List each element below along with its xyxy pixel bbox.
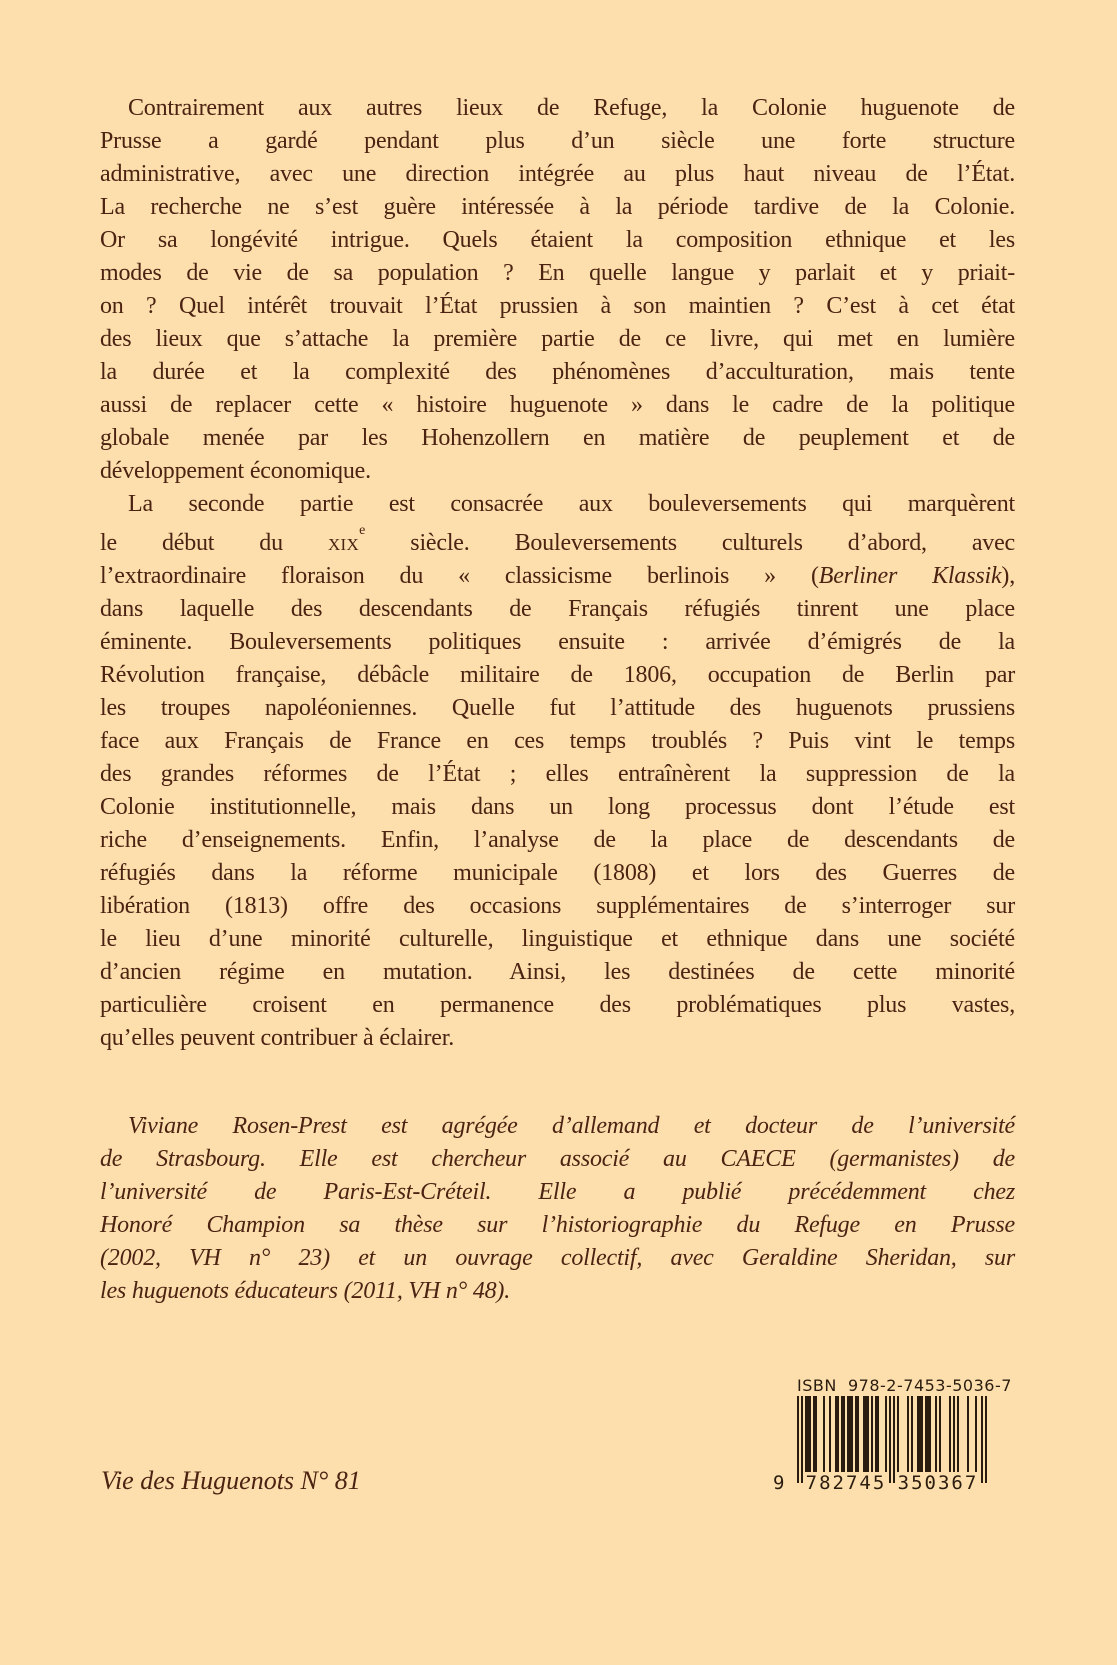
barcode-bar xyxy=(807,1396,809,1472)
isbn-block xyxy=(773,1376,1012,1496)
text-line: des lieux que s’attache la première partie de ce livre, qui met en lumière xyxy=(100,326,1015,352)
barcode-bar xyxy=(851,1396,853,1472)
text-line: le début du xix$^e$ siècle. Bouleversements culturels d’abord, avec xyxy=(100,523,1015,556)
barcode-bar xyxy=(815,1396,817,1472)
text-line: Colonie institutionnelle, mais dans un long processus dont l’étude est xyxy=(100,794,1015,820)
text-line: face aux Français de France en ces temps troublés ? Puis vint le temps xyxy=(100,728,1015,754)
text-line: aussi de replacer cette « histoire huguenote » dans le cadre de la politique xyxy=(100,392,1015,418)
text-line: Viviane Rosen-Prest est agrégée d’allemand et docteur de l’université xyxy=(128,1113,1015,1139)
barcode-bar xyxy=(847,1396,849,1472)
barcode-bar xyxy=(981,1396,983,1483)
text-line: le lieu d’une minorité culturelle, linguistique et ethnique dans une société xyxy=(100,926,1015,952)
text-line: des grandes réformes de l’État ; elles entraînèrent la suppression de la xyxy=(100,761,1015,787)
barcode-bar xyxy=(837,1396,839,1472)
synopsis-text xyxy=(100,92,1015,1055)
barcode-bar xyxy=(921,1396,923,1472)
barcode-digits xyxy=(773,1472,989,1496)
barcode-digits-right: 350367 xyxy=(897,1472,979,1494)
barcode-bar xyxy=(907,1396,909,1472)
barcode-bar xyxy=(939,1396,941,1472)
barcode-bar xyxy=(823,1396,825,1472)
barcode-bar xyxy=(835,1396,837,1472)
barcode-bar xyxy=(889,1396,891,1483)
barcode-bar xyxy=(925,1396,927,1472)
barcode-bar xyxy=(975,1396,977,1472)
barcode-bar xyxy=(927,1396,929,1472)
text-line: développement économique. xyxy=(100,458,371,484)
text-line: La recherche ne s’est guère intéressée à la période tardive de la Colonie. xyxy=(100,194,1015,220)
text-line: qu’elles peuvent contribuer à éclairer. xyxy=(100,1025,455,1051)
series-title: Vie des Huguenots N° 81 xyxy=(101,1466,361,1495)
text-line: les huguenots éducateurs (2011, VH n° 48). xyxy=(100,1278,511,1304)
barcode-bar xyxy=(829,1396,831,1472)
text-line: dans laquelle des descendants de Français réfugiés tinrent une place xyxy=(100,596,1015,622)
barcode-bar xyxy=(949,1396,951,1472)
barcode-bar xyxy=(801,1396,803,1483)
text-line: Révolution française, débâcle militaire de 1806, occupation de Berlin par xyxy=(100,662,1015,688)
barcode-bar xyxy=(871,1396,873,1472)
barcode-bar xyxy=(875,1396,877,1472)
barcode-bar xyxy=(805,1396,807,1472)
barcode-bar xyxy=(867,1396,869,1472)
barcode-bar xyxy=(855,1396,857,1472)
barcode-bar xyxy=(929,1396,931,1472)
barcode-bar xyxy=(849,1396,851,1472)
barcode-bar xyxy=(893,1396,895,1483)
text-line: éminente. Bouleversements politiques ensuite : arrivée d’émigrés de la xyxy=(100,629,1015,655)
text-line: riche d’enseignements. Enfin, l’analyse de la place de descendants de xyxy=(100,827,1015,853)
barcode-bar xyxy=(813,1396,815,1472)
barcode-bar xyxy=(877,1396,879,1472)
text-line: libération (1813) offre des occasions supplémentaires de s’interroger sur xyxy=(100,893,1015,919)
barcode-bar xyxy=(865,1396,867,1472)
barcode xyxy=(797,1396,987,1484)
text-line: Honoré Champion sa thèse sur l’historiographie du Refuge en Prusse xyxy=(100,1212,1015,1238)
barcode-bar xyxy=(957,1396,959,1472)
text-line: particulière croisent en permanence des problématiques plus vastes, xyxy=(100,992,1015,1018)
text-line: les troupes napoléoniennes. Quelle fut l’attitude des huguenots prussiens xyxy=(100,695,1015,721)
text-line: l’extraordinaire floraison du « classicisme berlinois » (Berliner Klassik), xyxy=(100,563,1015,589)
text-line: administrative, avec une direction intégrée au plus haut niveau de l’État. xyxy=(100,161,1015,187)
barcode-bar xyxy=(863,1396,865,1472)
text-line: Or sa longévité intrigue. Quels étaient la composition ethnique et les xyxy=(100,227,1015,253)
barcode-bar xyxy=(897,1396,899,1472)
barcode-bar xyxy=(919,1396,921,1472)
text-line: d’ancien régime en mutation. Ainsi, les destinées de cette minorité xyxy=(100,959,1015,985)
barcode-bar xyxy=(985,1396,987,1483)
text-line: réfugiés dans la réforme municipale (1808) et lors des Guerres de xyxy=(100,860,1015,886)
barcode-digits-left: 782745 xyxy=(805,1472,887,1494)
barcode-bar xyxy=(843,1396,845,1472)
barcode-bar xyxy=(911,1396,913,1472)
barcode-bar xyxy=(935,1396,937,1472)
text-line: de Strasbourg. Elle est chercheur associé au CAECE (germanistes) de xyxy=(100,1146,1015,1172)
barcode-bar xyxy=(885,1396,887,1472)
text-line: Contrairement aux autres lieux de Refuge, la Colonie huguenote de xyxy=(128,95,1015,121)
barcode-bar xyxy=(809,1396,811,1472)
text-line: La seconde partie est consacrée aux bouleversements qui marquèrent xyxy=(128,491,1015,517)
barcode-bar xyxy=(841,1396,843,1472)
text-line: l’université de Paris-Est-Créteil. Elle a publié précédemment chez xyxy=(100,1179,1015,1205)
isbn-number: ISBN 978-2-7453-5036-7 xyxy=(797,1376,1012,1395)
barcode-bar xyxy=(917,1396,919,1472)
barcode-bar xyxy=(857,1396,859,1472)
barcode-bar xyxy=(797,1396,799,1483)
text-line: la durée et la complexité des phénomènes d’acculturation, mais tente xyxy=(100,359,1015,385)
text-line: on ? Quel intérêt trouvait l’État prussien à son maintien ? C’est à cet état xyxy=(100,293,1015,319)
barcode-bar xyxy=(967,1396,969,1472)
author-bio xyxy=(100,1110,1015,1308)
barcode-bar xyxy=(953,1396,955,1472)
text-line: (2002, VH n° 23) et un ouvrage collectif, avec Geraldine Sheridan, sur xyxy=(100,1245,1015,1271)
barcode-digit-first: 9 xyxy=(773,1472,785,1494)
text-line: modes de vie de sa population ? En quelle langue y parlait et y priait- xyxy=(100,260,1015,286)
text-line: globale menée par les Hohenzollern en matière de peuplement et de xyxy=(100,425,1015,451)
text-line: Prusse a gardé pendant plus d’un siècle une forte structure xyxy=(100,128,1015,154)
